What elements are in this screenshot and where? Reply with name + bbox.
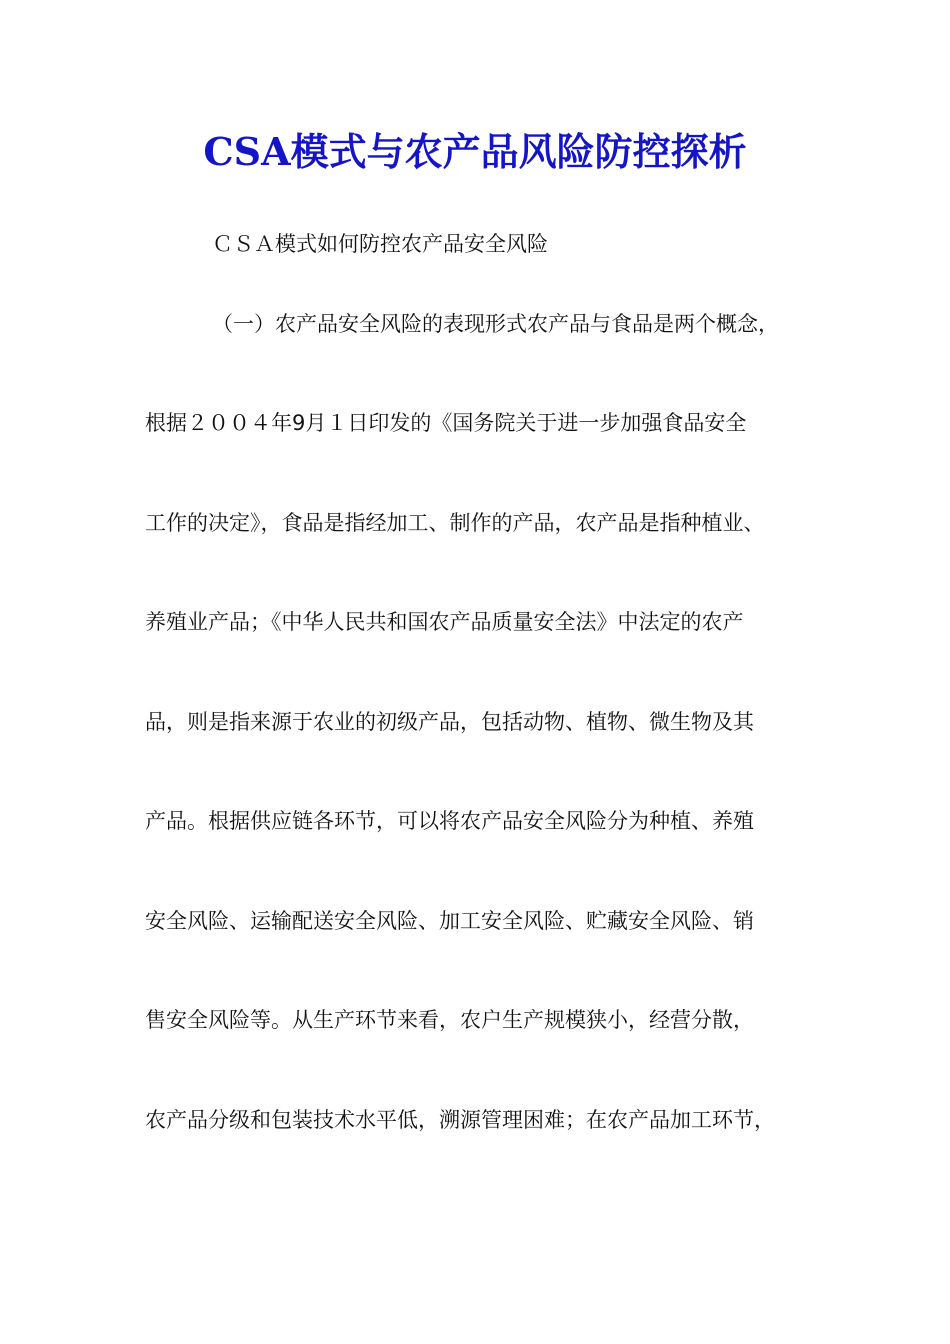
paragraph-line: 售安全风险等。从生产环节来看，农户生产规模狭小，经营分散， [145, 1008, 754, 1032]
paragraph-line: 产品。根据供应链各环节，可以将农产品安全风险分为种植、养殖 [145, 809, 754, 833]
paragraph-line: 根据２００４年9月１日印发的《国务院关于进一步加强食品安全 [145, 411, 747, 435]
paragraph-line: 品，则是指来源于农业的初级产品，包括动物、植物、微生物及其 [145, 710, 754, 734]
document-title: CSA模式与农产品风险防控探析 [203, 129, 747, 174]
paragraph-line: 安全风险、运输配送安全风险、加工安全风险、贮藏安全风险、销 [145, 909, 754, 933]
paragraph-line: 养殖业产品；《中华人民共和国农产品质量安全法》中法定的农产 [145, 610, 744, 634]
paragraph-line: （一）农产品安全风险的表现形式农产品与食品是两个概念， [212, 312, 779, 336]
section-heading: ＣＳＡ模式如何防控农产品安全风险 [212, 232, 548, 256]
paragraph-line: 工作的决定》，食品是指经加工、制作的产品，农产品是指种植业、 [145, 511, 765, 535]
paragraph-line: 农产品分级和包装技术水平低，溯源管理困难；在农产品加工环节， [145, 1108, 775, 1132]
